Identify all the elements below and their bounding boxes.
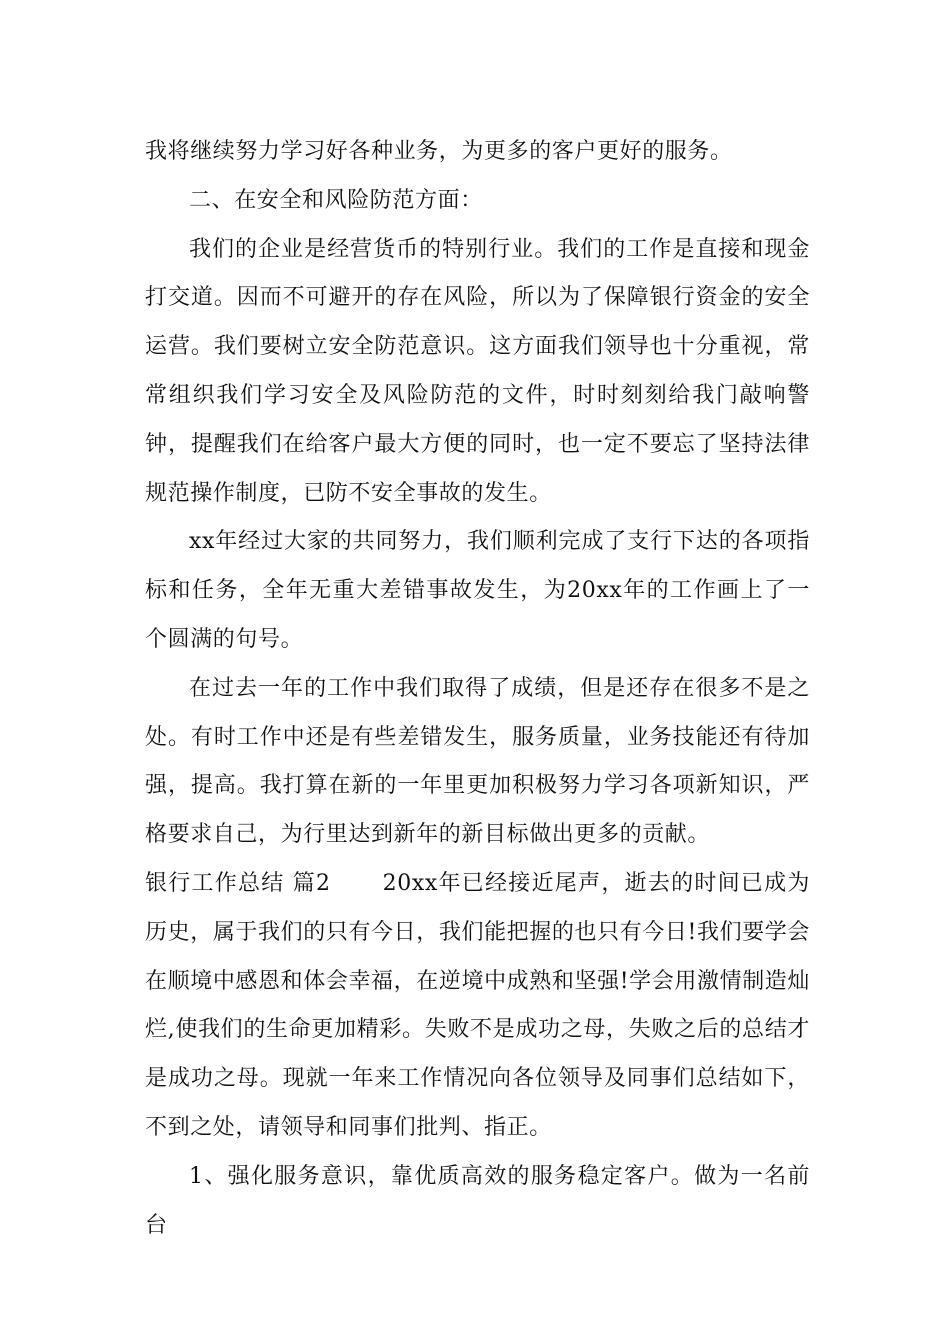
summary-text: 20xx年已经接近尾声，逝去的时间已成为历史，属于我们的只有今日，我们能把握的也只有今日!我们要学会在顺境中感恩和体会幸福，在逆境中成熟和坚强!学会用激情制造灿烂,使我们的生命更加精彩。失败不是成功之母，失败之后的总结才是成功之母。现就一年来工作情况向各位领导及同事们总结如下，不到之处，请领导和同事们批判、指正。 [145,870,810,1140]
summary-title: 银行工作总结 篇2 [145,870,331,896]
paragraph-continuation: 我将继续努力学习好各种业务，为更多的客户更好的服务。 [145,139,733,164]
section-heading-safety: 二、在安全和风险防范方面： [189,187,483,213]
paragraph-safety: 我们的企业是经营货币的特别行业。我们的工作是直接和现金打交道。因而不可避开的存在风险，所以为了保障银行资金的安全运营。我们要树立安全防范意识。这方面我们领导也十分重视，常常组织我们学习安全及风险防范的文件，时时刻刻给我门敲响警钟，提醒我们在给客户最大方便的同时，也一定不要忘了坚持法律规范操作制度，已防不安全事故的发生。 [145,236,810,506]
document-body [145,128,810,1250]
paragraph-service: 1、强化服务意识，靠优质高效的服务稳定客户。做为一名前台 [145,1163,810,1238]
paragraph-achievement: xx年经过大家的共同努力，我们顺利完成了支行下达的各项指标和任务，全年无重大差错事故发生，为20xx年的工作画上了一个圆满的句号。 [145,529,810,652]
paragraph-summary-2 [145,860,810,1153]
paragraph-shortcomings: 在过去一年的工作中我们取得了成绩，但是还存在很多不是之处。有时工作中还是有些差错发生，服务质量，业务技能还有待加强，提高。我打算在新的一年里更加积极努力学习各项新知识，严格要求自己，为行里达到新年的新目标做出更多的贡献。 [145,675,810,848]
